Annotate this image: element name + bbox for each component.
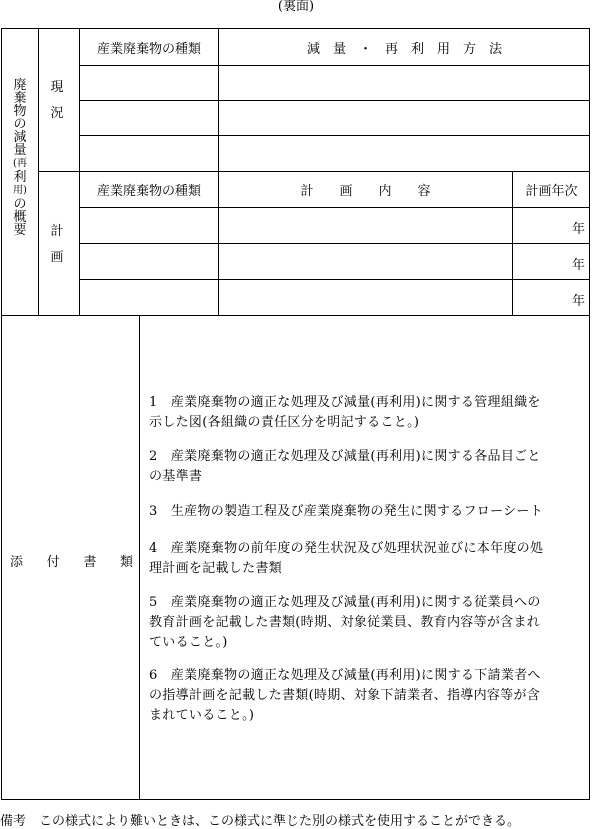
divider (38, 29, 39, 315)
page-header: (裏面) (277, 0, 315, 14)
plan-content-header: 計 画 内 容 (300, 183, 431, 199)
attachment-item: 4 産業廃棄物の前年度の発生状況及び処理状況並びに本年度の処 理計画を記載した書類 (149, 541, 544, 576)
plan-year-unit: 年 (571, 258, 585, 273)
divider (79, 135, 590, 136)
attachment-item: 2 産業廃棄物の適正な処理及び減量(再利用)に関する各品目ごと の基準書 (149, 449, 541, 484)
form-table (1, 28, 590, 800)
remarks-note: 備考 この様式により難いときは、この様式に準じた別の様式を使用することができる。 (0, 814, 521, 829)
attachments-label: 添 付 書 類 (10, 555, 133, 570)
divider (79, 65, 590, 66)
divider (79, 243, 590, 244)
divider (79, 279, 590, 280)
current-method-header: 減 量 ・ 再 利 用 方 法 (306, 41, 502, 57)
current-waste-type-header: 産業廃棄物の種類 (96, 41, 201, 57)
summary-vertical-title: 廃 棄 物 の 減 量 (再 利 用) の 概 要 (13, 78, 27, 238)
divider (2, 315, 590, 316)
plan-year-header: 計画年次 (525, 183, 578, 199)
plan-waste-type-header: 産業廃棄物の種類 (96, 183, 201, 199)
plan-year-unit: 年 (571, 294, 585, 309)
attachment-item: 1 産業廃棄物の適正な処理及び減量(再利用)に関する管理組織を 示した図(各組織の責任区分を明記すること。) (149, 395, 541, 430)
attachment-item: 5 産業廃棄物の適正な処理及び減量(再利用)に関する従業員への 教育計画を記載した書類(時期、対象従業員、教育内容等が含まれ ていること。) (149, 595, 541, 650)
attachment-item: 3 生産物の製造工程及び産業廃棄物の発生に関するフローシート (149, 504, 544, 519)
divider (139, 315, 140, 800)
attachment-item: 6 産業廃棄物の適正な処理及び減量(再利用)に関する下請業者へ の指導計画を記載した書類(時期、対象下請業者、指導内容等が含 まれていること。) (149, 668, 541, 723)
plan-year-unit: 年 (571, 222, 585, 237)
plan-label: 計 画 (50, 224, 64, 265)
current-status-label: 現 況 (50, 80, 64, 121)
divider (79, 207, 590, 208)
divider (79, 100, 590, 101)
